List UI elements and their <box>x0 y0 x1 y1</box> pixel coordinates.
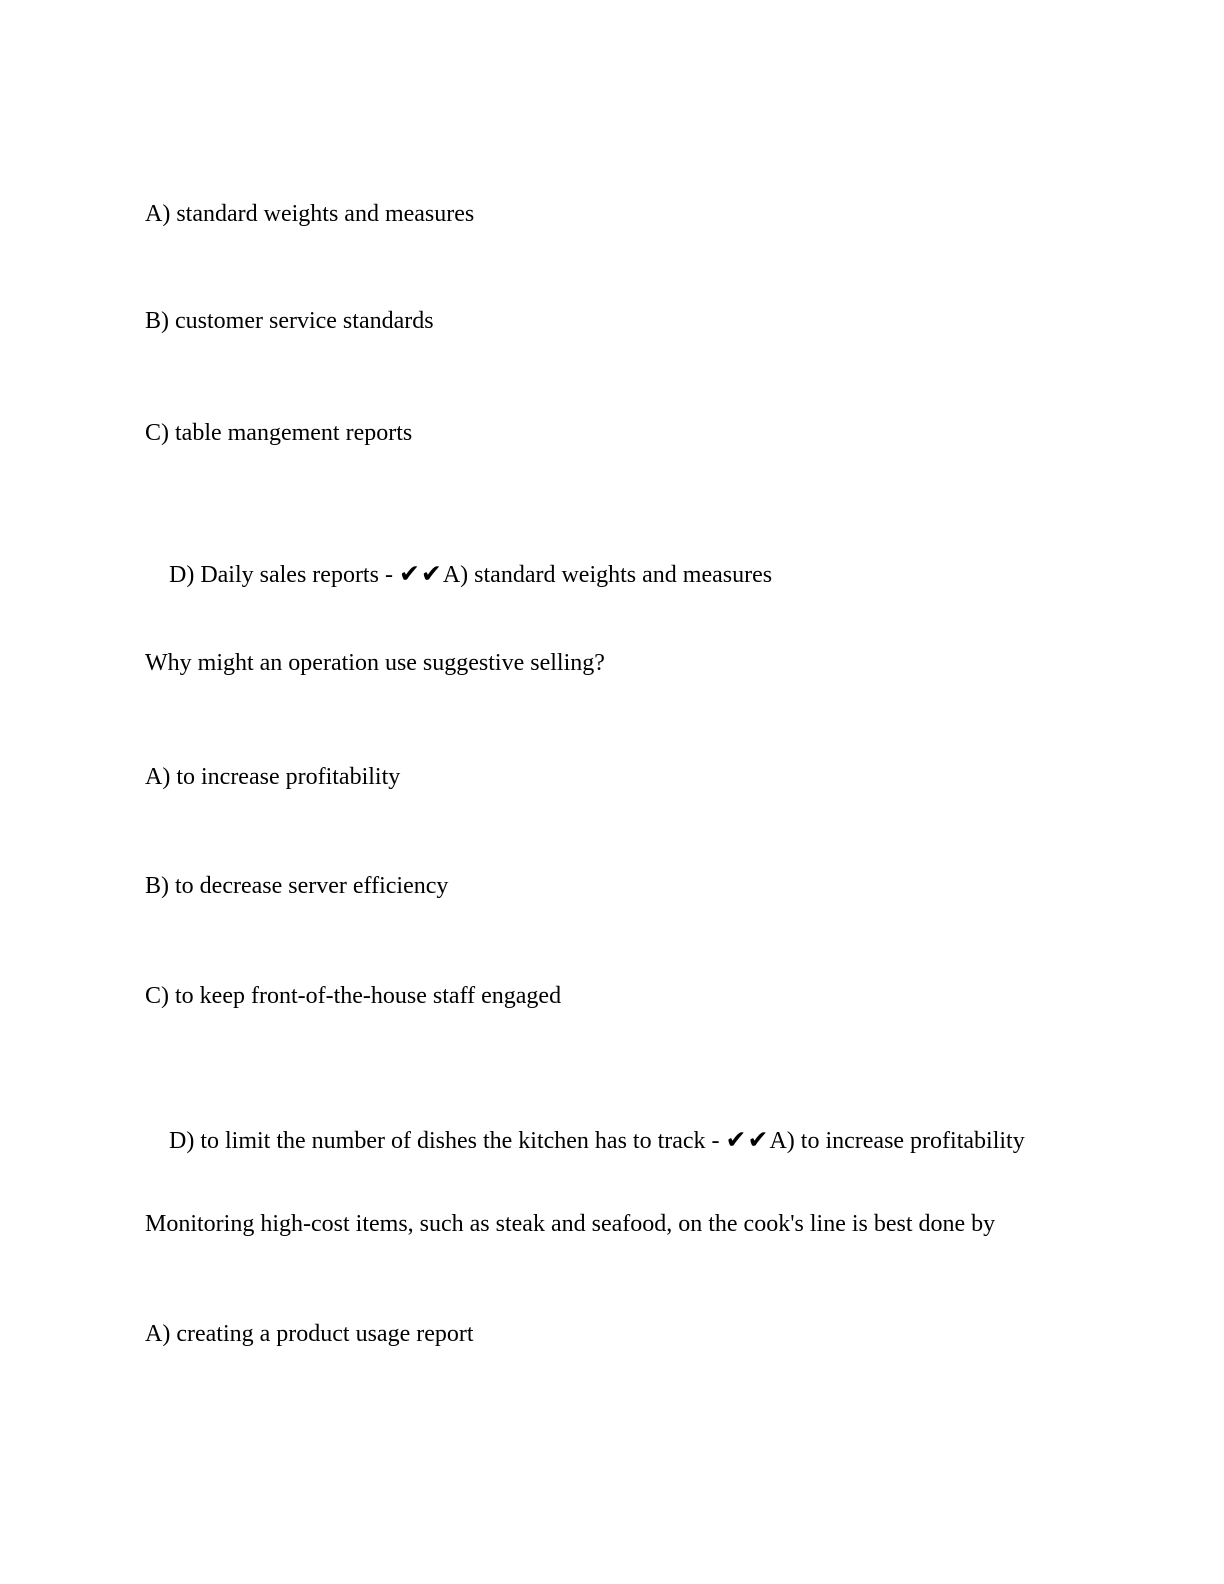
answer-option-c: C) table mangement reports <box>145 420 413 446</box>
question-text: Why might an operation use suggestive selling? <box>145 650 605 676</box>
correct-answer-text: A) to increase profitability <box>769 1128 1025 1154</box>
checkmark-icon: ✔✔ <box>398 559 443 588</box>
answer-option-c: C) to keep front-of-the-house staff engaged <box>145 983 562 1009</box>
answer-option-a: A) creating a product usage report <box>145 1321 474 1347</box>
question-text: Monitoring high-cost items, such as steak and seafood, on the cook's line is best done by <box>145 1211 996 1237</box>
answer-option-d-with-correct-answer <box>145 529 772 620</box>
answer-option-d-text: D) Daily sales reports - <box>169 562 399 588</box>
answer-option-d-with-correct-answer <box>145 1095 1025 1186</box>
correct-answer-text: A) standard weights and measures <box>442 562 773 588</box>
answer-option-b: B) to decrease server efficiency <box>145 873 449 899</box>
answer-option-a: A) standard weights and measures <box>145 201 475 227</box>
answer-option-d-text: D) to limit the number of dishes the kitchen has to track - <box>169 1128 726 1154</box>
checkmark-icon: ✔✔ <box>725 1125 770 1154</box>
answer-option-a: A) to increase profitability <box>145 764 401 790</box>
answer-option-b: B) customer service standards <box>145 308 434 334</box>
